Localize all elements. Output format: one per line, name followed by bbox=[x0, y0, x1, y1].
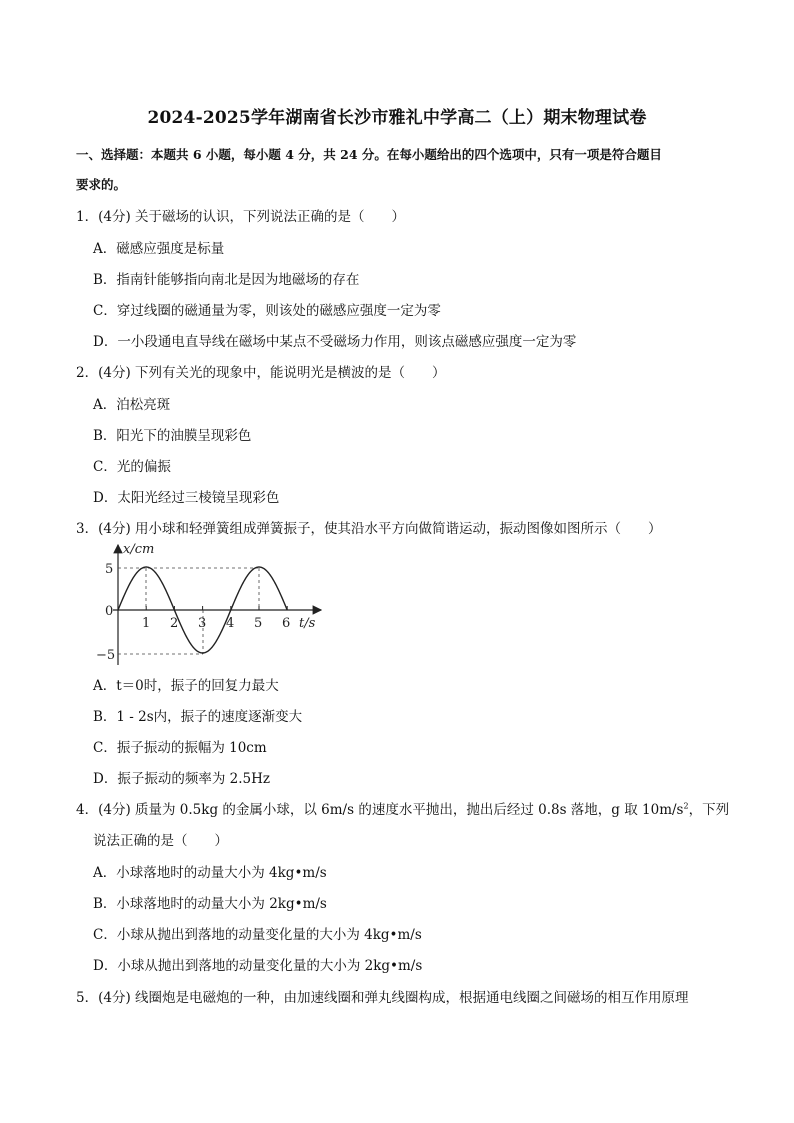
question-1-option-a: A．磁感应强度是标量 bbox=[93, 241, 225, 257]
question-1-option-d: D．一小段通电直导线在磁场中某点不受磁场力作用，则该点磁感应强度一定为零 bbox=[93, 334, 577, 350]
section-heading-line-2: 要求的。 bbox=[76, 177, 127, 192]
question-4-stem-tail: ，下列 bbox=[688, 802, 730, 818]
question-4-option-c: C．小球从抛出到落地的动量变化量的大小为 4kg•m/s bbox=[93, 927, 422, 943]
vibration-graph bbox=[93, 539, 325, 666]
y-tick-label-neg5: −5 bbox=[96, 648, 116, 663]
x-tick-label-1: 1 bbox=[142, 616, 151, 631]
x-tick-label-6: 6 bbox=[282, 616, 291, 631]
question-3-stem: 3．(4分) 用小球和轻弹簧组成弹簧振子，使其沿水平方向做简谐运动，振动图像如图所示（ ） bbox=[76, 521, 662, 537]
section-heading-line-1: 一、选择题：本题共 6 小题，每小题 4 分，共 24 分。在每小题给出的四个选项中，只有一项是符合题目 bbox=[76, 147, 662, 162]
x-tick-label-5: 5 bbox=[254, 616, 263, 631]
question-2-option-c: C．光的偏振 bbox=[93, 459, 171, 475]
y-tick-label-0: 0 bbox=[105, 604, 114, 619]
x-tick-label-2: 2 bbox=[170, 616, 179, 631]
question-2-stem: 2．(4分) 下列有关光的现象中，能说明光是横波的是（ ） bbox=[76, 365, 446, 381]
question-5-stem: 5．(4分) 线圈炮是电磁炮的一种，由加速线圈和弹丸线圈构成，根据通电线圈之间磁场的相互作用原理 bbox=[76, 990, 689, 1006]
question-4-option-d: D．小球从抛出到落地的动量变化量的大小为 2kg•m/s bbox=[93, 958, 423, 974]
question-3-option-a: A．t＝0时，振子的回复力最大 bbox=[93, 678, 279, 694]
x-axis-label: t/s bbox=[299, 616, 316, 631]
question-4-stem-continued: 说法正确的是（ ） bbox=[93, 833, 228, 849]
question-2-option-d: D．太阳光经过三棱镜呈现彩色 bbox=[93, 490, 280, 506]
question-3-option-c: C．振子振动的振幅为 10cm bbox=[93, 740, 267, 756]
question-2-option-a: A．泊松亮斑 bbox=[93, 397, 171, 413]
question-3-option-d: D．振子振动的频率为 2.5Hz bbox=[93, 771, 270, 787]
y-tick-label-5: 5 bbox=[105, 562, 114, 577]
page-title: 2024-2025学年湖南省长沙市雅礼中学高二（上）期末物理试卷 bbox=[147, 108, 647, 128]
vibration-graph-svg bbox=[93, 539, 325, 666]
question-1-option-c: C．穿过线圈的磁通量为零，则该处的磁感应强度一定为零 bbox=[93, 303, 441, 319]
y-axis-label: x/cm bbox=[123, 542, 155, 557]
question-1-option-b: B．指南针能够指向南北是因为地磁场的存在 bbox=[93, 272, 360, 288]
question-4-stem bbox=[76, 798, 729, 818]
question-2-option-b: B．阳光下的油膜呈现彩色 bbox=[93, 428, 252, 444]
question-4-option-b: B．小球落地时的动量大小为 2kg•m/s bbox=[93, 896, 327, 912]
question-4-option-a: A．小球落地时的动量大小为 4kg•m/s bbox=[93, 865, 327, 881]
question-4-stem-text: 4．(4分) 质量为 0.5kg 的金属小球，以 6m/s 的速度水平抛出，抛出后经过 0.8s 落地，g 取 10m/s bbox=[76, 802, 684, 818]
question-3-option-b: B．1 - 2s内，振子的速度逐渐变大 bbox=[93, 709, 303, 725]
x-tick-label-4: 4 bbox=[226, 616, 235, 631]
question-1-stem: 1．(4分) 关于磁场的认识，下列说法正确的是（ ） bbox=[76, 209, 406, 225]
question-4-stem-superscript: 2 bbox=[683, 801, 689, 811]
x-tick-label-3: 3 bbox=[198, 616, 207, 631]
